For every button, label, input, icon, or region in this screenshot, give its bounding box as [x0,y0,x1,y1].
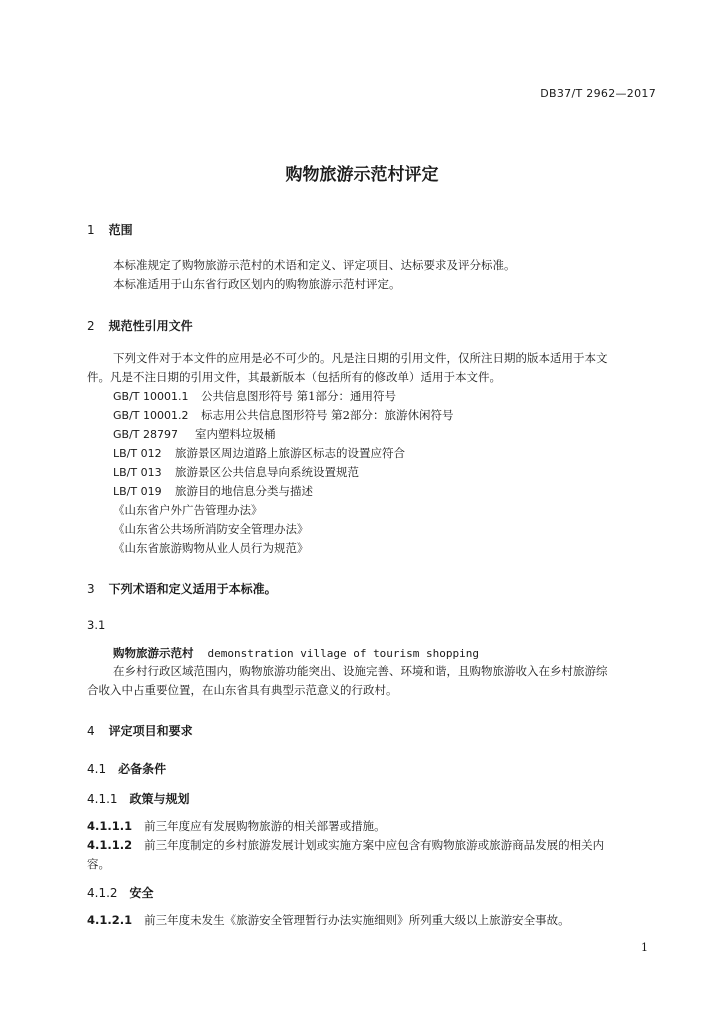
reference-code: GB/T 10001.1 [113,390,189,403]
clause-text: 前三年度应有发展购物旅游的相关部署或措施。 [144,819,386,833]
reference-code: LB/T 019 [113,485,162,498]
clause-number: 3.1 [87,618,106,632]
section-2-heading [87,317,193,334]
subsection-4-1-2-heading [87,884,154,901]
section-1-heading [87,221,133,238]
standard-code: DB37/T 2962—2017 [540,87,656,100]
reference-code: GB/T 10001.2 [113,409,189,422]
clause-number: 4.1.2.1 [87,913,133,927]
paragraph: 本标准规定了购物旅游示范村的术语和定义、评定项目、达标要求及评分标准。 [113,258,516,272]
section-title: 规范性引用文件 [108,319,193,333]
reference-title: 室内塑料垃圾桶 [195,427,276,441]
reference-item [113,445,405,461]
reference-item [113,407,453,423]
section-number: 3 [87,582,95,596]
paragraph: 件。凡是不注日期的引用文件，其最新版本（包括所有的修改单）适用于本文件。 [87,370,501,384]
reference-item [113,388,396,404]
section-title: 范围 [108,223,133,237]
reference-code: LB/T 012 [113,447,162,460]
section-title: 必备条件 [118,762,167,776]
reference-item [113,464,359,480]
reference-title: 公共信息图形符号 第1部分：通用符号 [201,389,396,403]
reference-code: GB/T 28797 [113,428,178,441]
regulation-item: 《山东省旅游购物从业人员行为规范》 [113,541,309,555]
reference-title: 旅游景区公共信息导向系统设置规范 [175,465,359,479]
reference-item [113,426,276,442]
reference-title: 旅游目的地信息分类与描述 [175,484,313,498]
regulation-item: 《山东省公共场所消防安全管理办法》 [113,522,309,536]
regulation-item: 《山东省户外广告管理办法》 [113,503,263,517]
reference-title: 标志用公共信息图形符号 第2部分：旅游休闲符号 [201,408,454,422]
section-number: 4.1.2 [87,886,118,900]
definition: 在乡村行政区域范围内，购物旅游功能突出、设施完善、环境和谐，且购物旅游收入在乡村旅游综 [113,664,608,678]
clause-text: 前三年度制定的乡村旅游发展计划或实施方案中应包含有购物旅游或旅游商品发展的相关内 [144,838,605,852]
reference-code: LB/T 013 [113,466,162,479]
clause [87,912,570,928]
clause-text: 前三年度未发生《旅游安全管理暂行办法实施细则》所列重大级以上旅游安全事故。 [144,913,570,927]
definition: 合收入中占重要位置，在山东省具有典型示范意义的行政村。 [87,683,398,697]
clause-number: 4.1.1.1 [87,819,133,833]
paragraph: 下列文件对于本文件的应用是必不可少的。凡是注日期的引用文件，仅所注日期的版本适用于本文 [113,351,608,365]
term-chinese: 购物旅游示范村 [113,646,194,660]
clause-continuation: 容。 [87,857,110,871]
clause-number: 4.1.1.2 [87,838,133,852]
document-title: 购物旅游示范村评定 [285,165,439,185]
section-number: 4.1 [87,762,107,776]
term-english: demonstration village of tourism shopping [207,647,480,660]
clause [87,818,386,834]
section-number: 2 [87,319,95,333]
clause [87,837,604,853]
section-title: 下列术语和定义适用于本标准。 [108,582,277,596]
subsection-4-1-heading [87,760,166,777]
reference-item [113,483,313,499]
section-3-heading [87,580,277,597]
reference-title: 旅游景区周边道路上旅游区标志的设置应符合 [175,446,405,460]
section-number: 4 [87,724,95,738]
section-title: 安全 [129,886,154,900]
section-number: 1 [87,223,95,237]
term-entry [113,645,479,662]
section-number: 4.1.1 [87,792,118,806]
page-number: 1 [641,941,648,954]
section-title: 政策与规划 [129,792,190,806]
section-4-heading [87,722,193,739]
paragraph: 本标准适用于山东省行政区划内的购物旅游示范村评定。 [113,277,401,291]
subsection-4-1-1-heading [87,790,190,807]
section-title: 评定项目和要求 [108,724,193,738]
